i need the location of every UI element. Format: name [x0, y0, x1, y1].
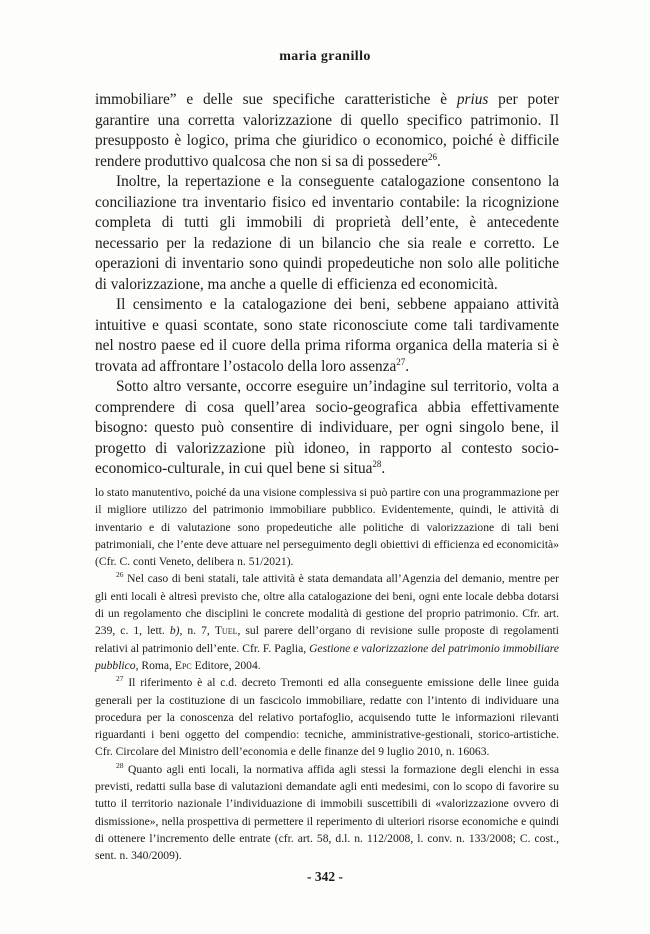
paragraph-4	[95, 377, 559, 480]
paragraph-3	[95, 295, 559, 377]
footnote-26-text-5: Editore, 2004.	[191, 658, 261, 672]
paragraph-1	[95, 90, 559, 172]
paragraph-4-text: Sotto altro versante, occorre eseguire un’indagine sul territorio, volta a comprendere di cosa quell’area socio-geografica abbia effettivamente bisogno: questo può consentire di individuare, per ogni singolo bene, il progetto di valorizzazione più idoneo, in rapporto al contesto socio-economico-culturale, in cui quel bene si situa	[95, 378, 559, 477]
paragraph-2: Inoltre, la repertazione e la conseguente catalogazione consentono la conciliazione tra inventario fisico ed inventario contabile: la ricognizione completa di tutti gli immobili di proprietà dell’ente, è antecedente necessario per la redazione di un bilancio che sia reale e corretto. Le operazioni di inventario sono quindi propedeutiche non solo alle politiche di valorizzazione, ma anche a quelle di efficienza ed economicità.	[95, 173, 559, 293]
footnote-ref-26[interactable]: 26	[428, 151, 438, 162]
footnote-26-text: Nel caso di beni statali, tale attività è stata demandata all’Agenzia del demanio, mentre per gli enti locali è altresì previsto che, oltre alla catalogazione dei beni, ogni ente locale debba dotarsi di un regolamento che disciplini le concrete modalità di gestione del proprio patrimonio. Cfr. art. 239, c. 1, lett.	[95, 572, 559, 638]
footnote-continuation: lo stato manutentivo, poiché da una visione complessiva si può partire con una programmazione per il migliore utilizzo del patrimonio immobiliare pubblico. Evidentemente, quindi, le attività di inventario e di valutazione sono propedeutiche alle politiche di valorizzazione di tali beni patrimoniali, che l’ente deve attuare nel perseguimento degli obiettivi di efficienza ed economicità» (Cfr. C. conti Veneto, delibera n. 51/2021).	[95, 486, 559, 569]
paragraph-3-end: .	[405, 357, 410, 375]
footnote-26-text-2: , n. 7,	[179, 624, 215, 638]
footnotes	[95, 484, 559, 865]
paragraph-1-text: immobiliare” e delle sue specifiche caratteristiche è	[95, 91, 457, 108]
footnote-26-publisher: Epc	[174, 658, 192, 672]
paragraph-1-text-cont: per poter garantire una corretta valorizzazione di quello specifico patrimonio. Il presupposto è logico, prima che giuridico o economico, poiché è difficile rendere produttivo qualcosa che non si sa di possedere	[95, 91, 559, 170]
footnote-27	[95, 674, 559, 760]
page-number: - 342 -	[307, 869, 343, 884]
footnote-26-book-title: Gestione e valorizzazione del patrimonio immobiliare pubblico	[95, 641, 560, 672]
running-header: maria granillo	[279, 49, 371, 64]
paragraph-4-end: .	[381, 460, 386, 477]
footnote-ref-28[interactable]: 28	[372, 458, 382, 469]
footnote-number-26: 26	[116, 570, 124, 580]
footnote-ref-27[interactable]: 27	[396, 356, 406, 367]
main-text	[95, 90, 559, 480]
footnote-26-smallcaps: Tuel	[214, 624, 238, 638]
footnote-number-27: 27	[116, 674, 124, 684]
footnote-26	[95, 570, 559, 674]
footnote-28-text: Quanto agli enti locali, la normativa affida agli stessi la formazione degli elenchi in essa previsti, redatti sulla base di valutazioni demandate agli enti medesimi, con lo scopo di favorire su tutto il territorio nazionale l’individuazione di immobili suscettibili di «valorizzazione ovvero di dismissione», nella prospettiva di permettere il reperimento di ulteriori risorse economiche e quindi di ottenere l’incremento delle entrate (cfr. art. 58, d.l. n. 112/2008, l. conv. n. 133/2008; C. cost., sent. n. 340/2009).	[95, 762, 559, 863]
footnote-26-italic: b)	[169, 624, 180, 638]
paragraph-3-text: Il censimento e la catalogazione dei beni, sebbene appaiano attività intuitive e quasi scontate, sono state riconosciute come tali tardivamente nel nostro paese ed il cuore della prima riforma organica della materia si è trovata ad affrontare l’ostacolo della loro assenza	[95, 296, 559, 375]
footnote-27-text: Il riferimento è al c.d. decreto Tremonti ed alla conseguente emissione delle linee guida generali per la costituzione di un fascicolo immobiliare, redatte con l’intento di individuare una procedura per la conoscenza del relativo portafoglio, acquisendo tutte le informazioni rilevanti riguardanti i beni oggetto del compendio: tecniche, amministrative-gestionali, storico-artistiche. Cfr. Circolare del Ministro dell’economia e delle finanze del 9 luglio 2010, n. 16063.	[95, 676, 560, 759]
paragraph-1-end: .	[437, 152, 441, 170]
footnote-28	[95, 761, 559, 865]
italic-prius: prius	[456, 91, 489, 108]
footnote-26-text-3: , sul parere dell’organo di revisione sulle proposte di regolamenti relativi al patrimonio dell’ente. Cfr. F. Paglia,	[95, 624, 559, 655]
footnote-number-28: 28	[116, 760, 124, 770]
footnote-26-text-4: , Roma,	[135, 658, 175, 672]
